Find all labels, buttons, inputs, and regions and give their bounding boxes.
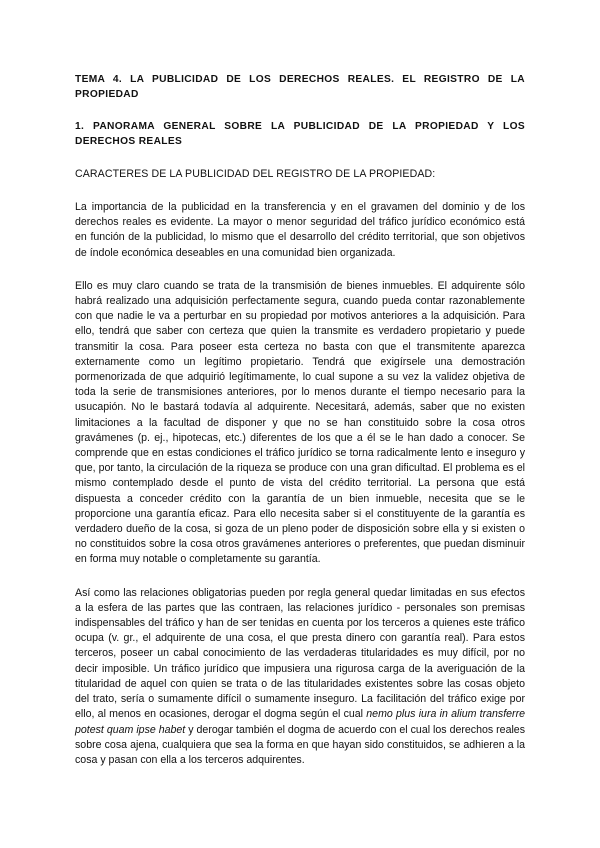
paragraph-3-text-before: Así como las relaciones obligatorias pueden por regla general quedar limitadas en sus efectos a la esfera de las partes que las contraen, las relaciones jurídico - personales son premisas indispensables del tráfico y han de ser tenidas en cuenta por los terceros a quienes este tráfico ocupa (v. gr., el adquirente de una cosa, el que presta dinero con garantía real). Para estos terceros, poseer un cabal conocimiento de las verdaderas titularidades es muy difícil, por no decir imposible. Un tráfico jurídico que impusiera una rigurosa carga de la averiguación de la titularidad de aquel con quien se trata o de las titularidades existentes sobre las cosas objeto del trato, sería o sumamente difícil o sumamente inseguro. La facilitación del tráfico exige por ello, al menos en ocasiones, derogar el dogma según el cual — [75, 586, 525, 721]
paragraph-3-text-after: y derogar también el dogma de acuerdo con el cual los derechos reales sobre cosa ajena, cualquiera que sea la forma en que hayan sido constituidos, se adhieren a la cosa y pasan con ella a los terceros adquirentes. — [75, 723, 526, 766]
section-heading: 1. PANORAMA GENERAL SOBRE LA PUBLICIDAD DE LA PROPIEDAD Y LOS DERECHOS REALES — [75, 121, 525, 147]
paragraph-2: Ello es muy claro cuando se trata de la transmisión de bienes inmuebles. El adquirente sólo habrá realizado una adquisición perfectamente segura, cuando pueda contar razonablemente con que nadie le va a perturbar en su propiedad por motivos anteriores a la adquisición. Para ello, tendrá que saber con certeza que quien la transmite es verdadero propietario y puede transmitir la cosa. Para poseer esta certeza no basta con que el transmitente aparezca externamente como un legítimo propietario. Tendrá que exigírsele una demostración pormenorizada de que adquirió legítimamente, lo cual supone a su vez la validez objetiva de toda la serie de transmisiones anteriores, por lo menos durante el tiempo necesario para la usucapión. No le bastará todavía al adquirente. Necesitará, además, saber que no existen limitaciones a la facultad de disponer y que no se han constituido sobre la cosa otros gravámenes (p. ej., hipotecas, etc.) diferentes de los que a él se le han dado a conocer. Se comprende que en estas condiciones el tráfico jurídico se torna radicalmente lento e inseguro y que, por tanto, la circulación de la riqueza se produce con una gran dificultad. El problema es el mismo contemplado desde el punto de vista del crédito territorial. La persona que está dispuesta a conceder crédito con la garantía de un bien inmueble, necesita que se le proporcione una garantía eficaz. Para ello necesita saber si el constituyente de la garantía es verdadero dueño de la cosa, si goza de un pleno poder de disposición sobre ella y si existen o no constituidos sobre la cosa otros gravámenes anteriores o preferentes, que puedan disminuir en forma muy notable o completamente su garantía. — [75, 279, 525, 566]
subheading: CARACTERES DE LA PUBLICIDAD DEL REGISTRO DE LA PROPIEDAD: — [75, 168, 436, 180]
document-title: TEMA 4. LA PUBLICIDAD DE LOS DERECHOS REALES. EL REGISTRO DE LA PROPIEDAD — [75, 74, 525, 100]
paragraph-1: La importancia de la publicidad en la transferencia y en el gravamen del dominio y de los derechos reales es evidente. La mayor o menor seguridad del tráfico jurídico económico está en función de la publicidad, lo mismo que el desarrollo del crédito territorial, que son objetivos de índole económica deseables en una comunidad bien organizada. — [75, 201, 525, 259]
paragraph-3 — [75, 586, 525, 768]
latin-maxim: nemo plus iura in alium transferre potest quam ipse habet — [75, 708, 525, 736]
